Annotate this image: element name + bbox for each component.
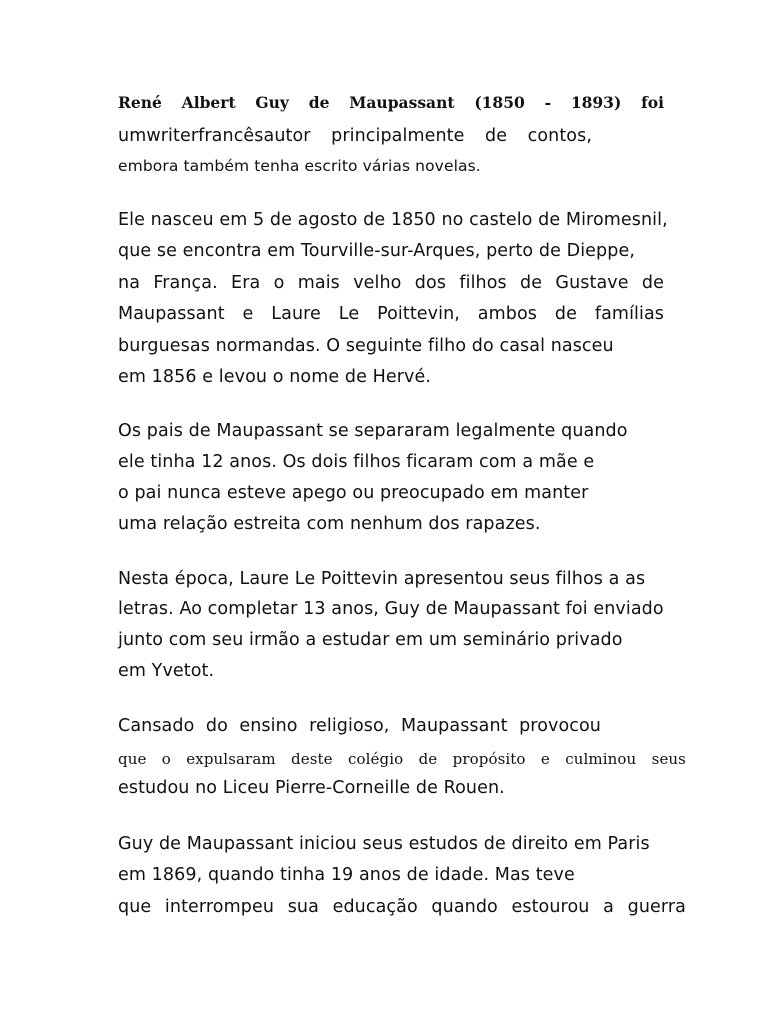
text-line: umwriterfrancêsautor principalmente de contos, <box>118 126 592 146</box>
text-line: uma relação estreita com nenhum dos rapazes. <box>118 514 541 534</box>
text-line: René Albert Guy de Maupassant (1850 - 1893) foi <box>118 93 664 112</box>
text-line: em 1869, quando tinha 19 anos de idade. Mas teve <box>118 865 575 885</box>
text-line: Ele nasceu em 5 de agosto de 1850 no castelo de Miromesnil, <box>118 210 668 230</box>
text-line: Os pais de Maupassant se separaram legalmente quando <box>118 421 628 441</box>
text-line: o pai nunca esteve apego ou preocupado em manter <box>118 483 589 503</box>
text-line: Cansado do ensino religioso, Maupassant provocou <box>118 716 601 736</box>
text-line: Guy de Maupassant iniciou seus estudos de direito em Paris <box>118 834 650 854</box>
text-line: letras. Ao completar 13 anos, Guy de Maupassant foi enviado <box>118 599 664 619</box>
text-line: em Yvetot. <box>118 661 215 681</box>
text-line: embora também tenha escrito várias novelas. <box>118 157 481 175</box>
text-line: na França. Era o mais velho dos filhos de Gustave de <box>118 273 664 293</box>
text-line: estudou no Liceu Pierre-Corneille de Rouen. <box>118 778 505 798</box>
text-line: junto com seu irmão a estudar em um seminário privado <box>118 630 623 650</box>
text-line: ele tinha 12 anos. Os dois filhos ficaram com a mãe e <box>118 452 595 472</box>
text-line: Nesta época, Laure Le Poittevin apresentou seus filhos a as <box>118 569 646 589</box>
text-line: Maupassant e Laure Le Poittevin, ambos de famílias <box>118 304 664 324</box>
text-line: que interrompeu sua educação quando estourou a guerra <box>118 897 686 917</box>
text-line: burguesas normandas. O seguinte filho do casal nasceu <box>118 336 614 356</box>
text-line: em 1856 e levou o nome de Hervé. <box>118 367 432 387</box>
text-line: que o expulsaram deste colégio de propósito e culminou seus <box>118 750 686 768</box>
text-line: que se encontra em Tourville-sur-Arques, perto de Dieppe, <box>118 241 635 261</box>
